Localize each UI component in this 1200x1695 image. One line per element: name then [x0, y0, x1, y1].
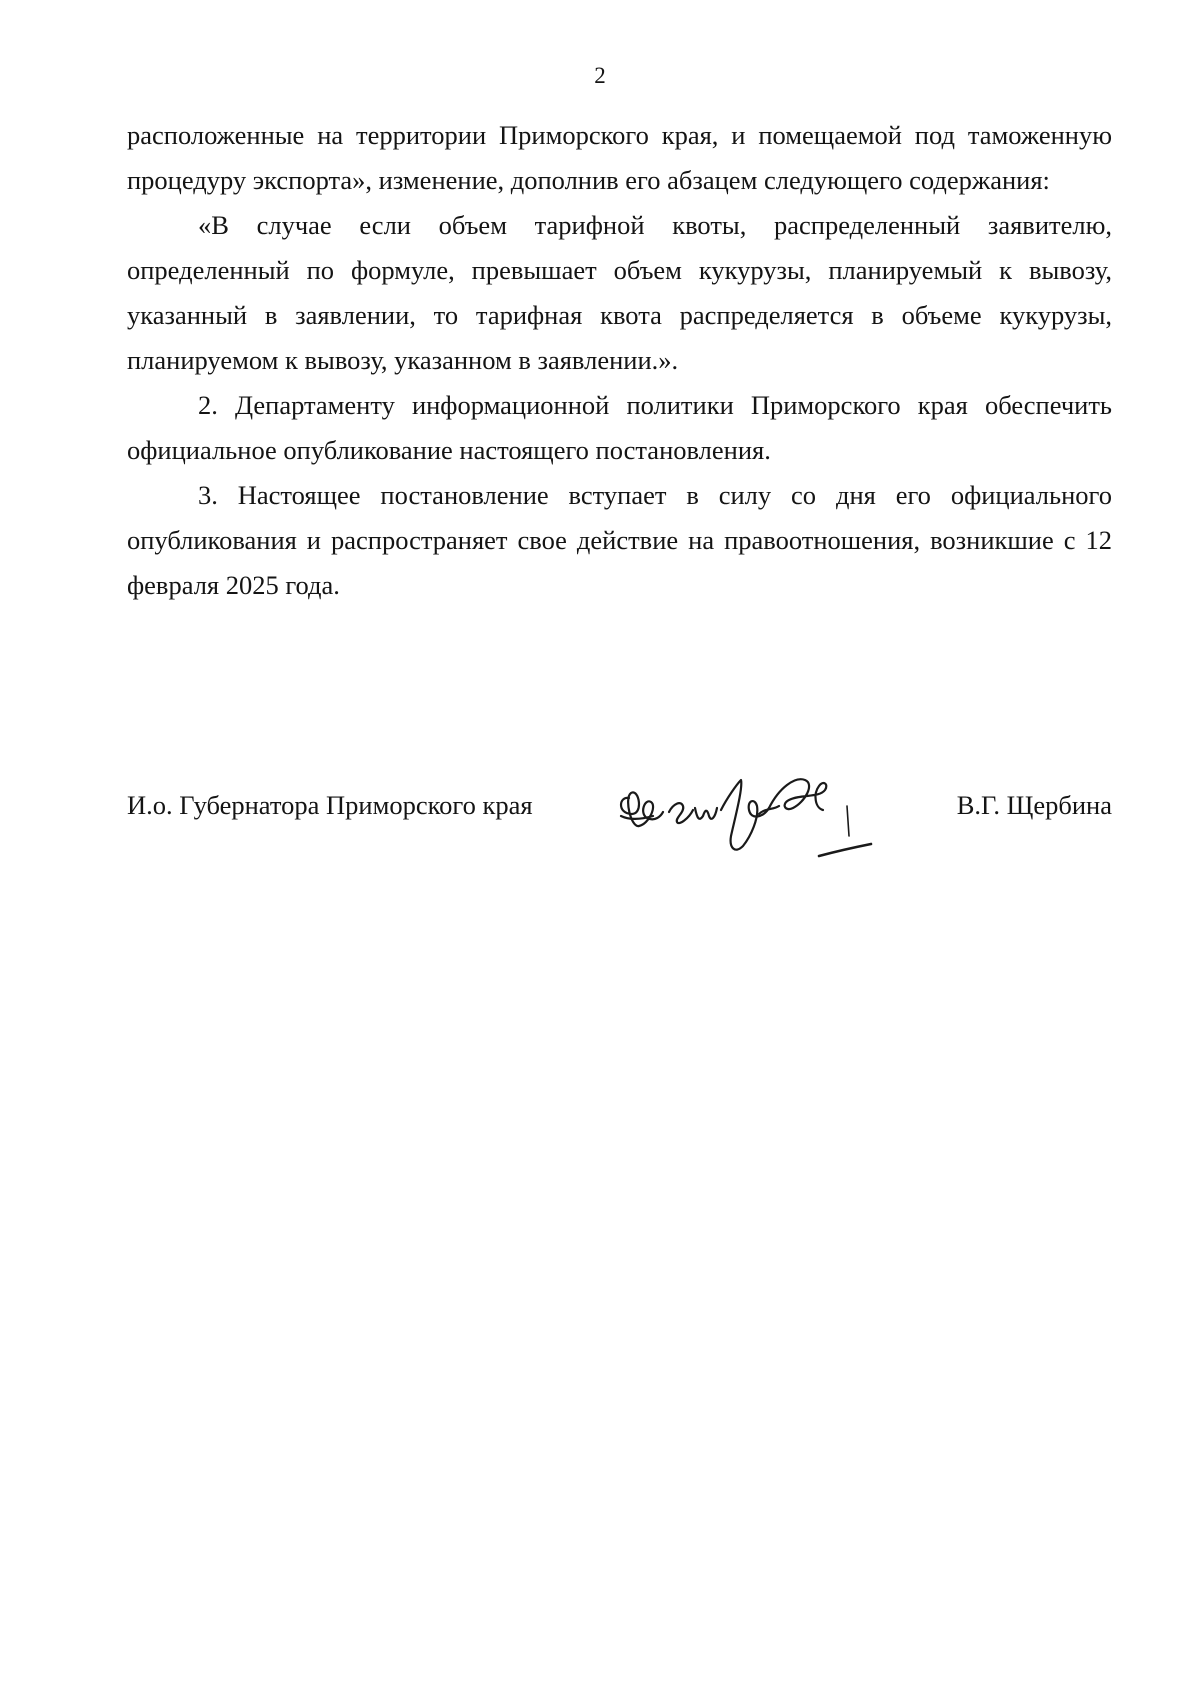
- signer-position: И.о. Губернатора Приморского края: [127, 790, 533, 820]
- paragraph-continuation: расположенные на территории Приморского края, и помещаемой под таможенную процедуру экспорта», изменение, дополнив его абзацем следующего содержания:: [127, 120, 1112, 195]
- handwritten-signature: [609, 758, 909, 878]
- page-number: 2: [594, 63, 606, 88]
- paragraph-quoted-amendment: «В случае если объем тарифной квоты, распределенный заявителю, определенный по формуле, превышает объем кукурузы, планируемый к вывозу, указанный в заявлении, то тарифная квота распределяется в объеме кукурузы, планируемом к вывозу, указанном в заявлении.».: [127, 210, 1112, 375]
- signer-name: В.Г. Щербина: [956, 790, 1112, 820]
- paragraph-item-2: 2. Департаменту информационной политики Приморского края обеспечить официальное опубликование настоящего постановления.: [127, 390, 1112, 465]
- paragraph-item-3: 3. Настоящее постановление вступает в силу со дня его официального опубликования и распространяет свое действие на правоотношения, возникшие с 12 февраля 2025 года.: [127, 480, 1112, 600]
- signature-block: [127, 780, 1112, 890]
- document-body: [127, 113, 1112, 608]
